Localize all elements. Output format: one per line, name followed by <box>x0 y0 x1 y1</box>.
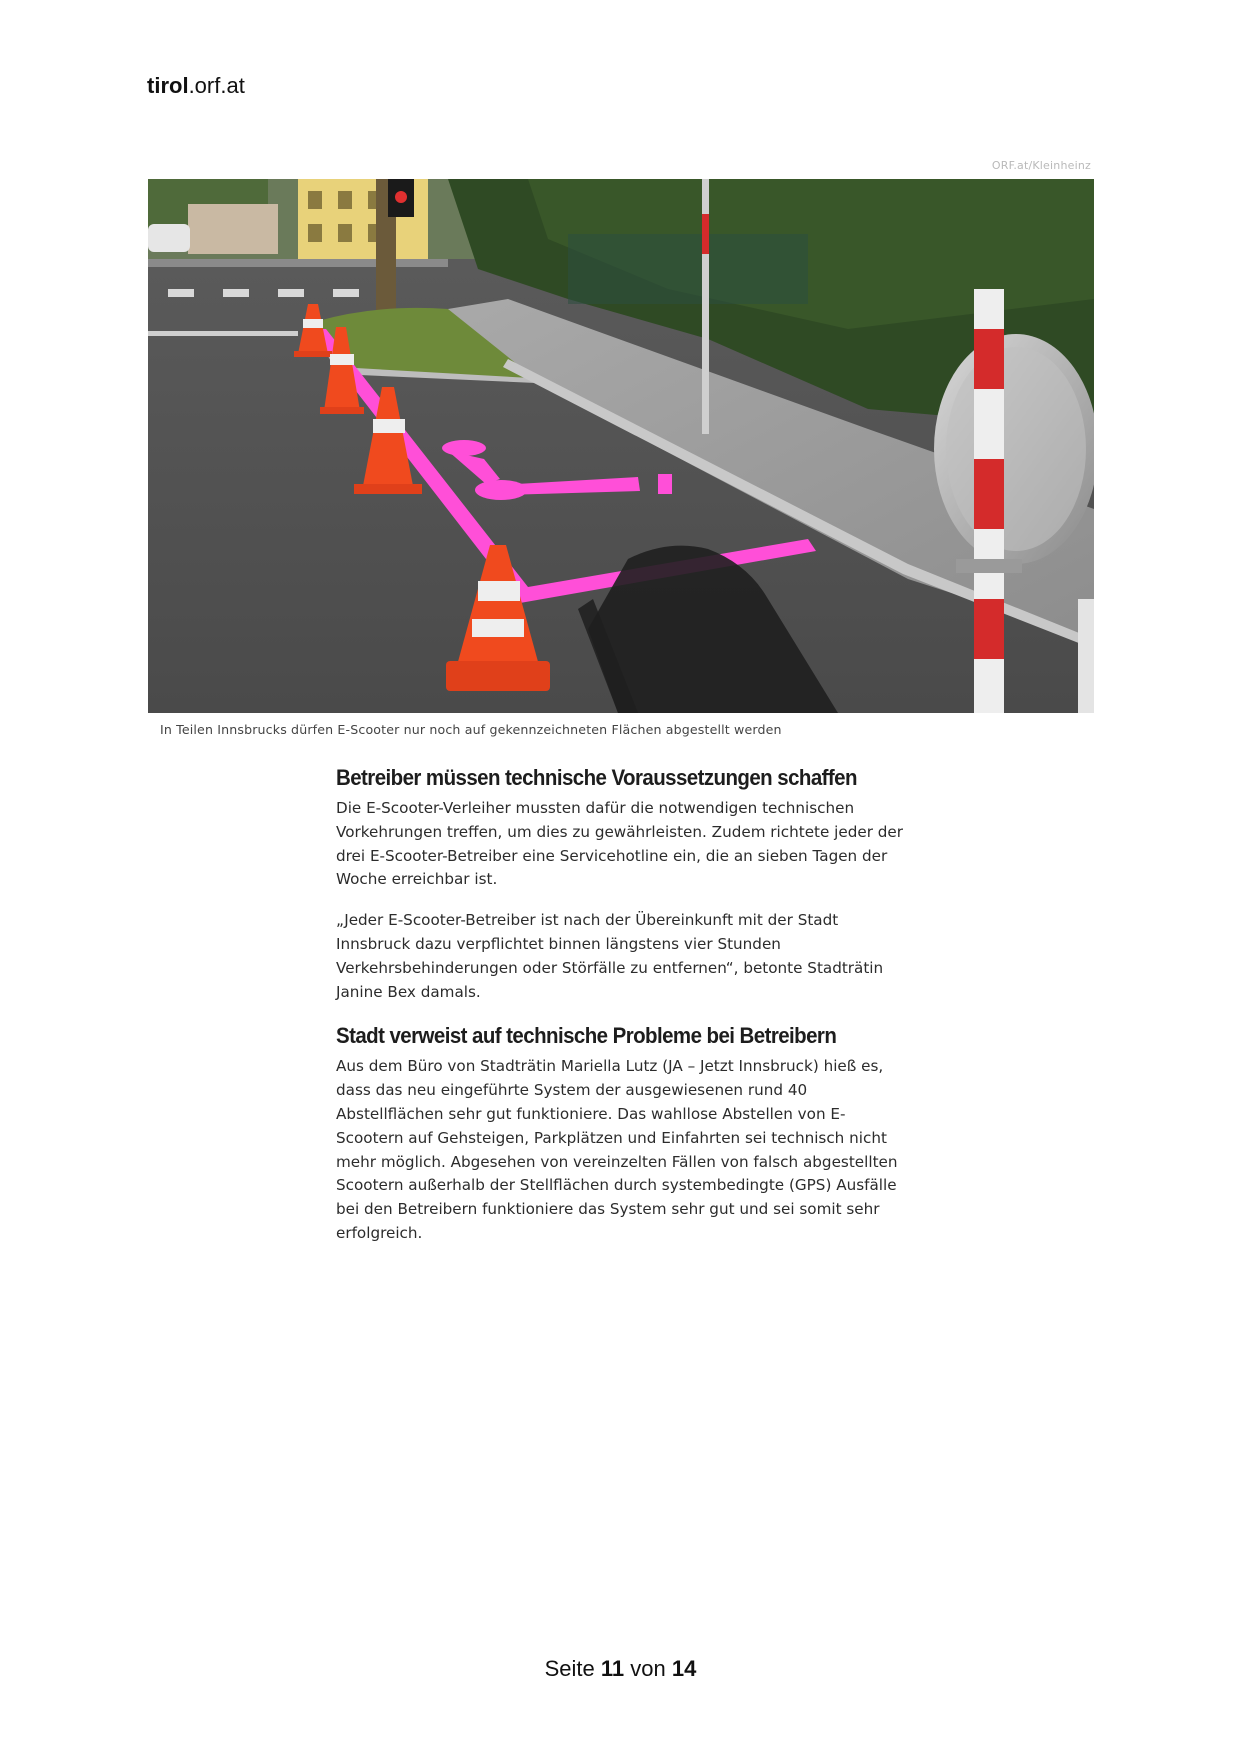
paragraph: „Jeder E-Scooter-Betreiber ist nach der Übereinkunft mit der Stadt Innsbruck dazu verpflichtet binnen längstens vier Stunden Verkehrsbehinderungen oder Störfälle zu entfernen“, betonte Stadträtin Janine Bex damals. <box>336 911 884 1001</box>
site-name-bold: tirol <box>147 73 189 98</box>
site-header <box>147 72 245 100</box>
article-body <box>336 764 906 1263</box>
footer-middle: von <box>630 1656 666 1681</box>
page-footer <box>0 1656 1241 1682</box>
site-name-domain: .orf.at <box>188 73 245 98</box>
paragraph: Aus dem Büro von Stadträtin Mariella Lutz (JA – Jetzt Innsbruck) hieß es, dass das neu eingeführte System der ausgewiesenen rund 40 Abstellflächen sehr gut funktioniere. Das wahllose Abstellen von E-Scootern auf Gehsteigen, Parkplätzen und Einfahrten sei technisch nicht mehr möglich. Abgesehen von vereinzelten Fällen von falsch abgestellten Scootern außerhalb der Stellflächen durch systembedingte (GPS) Ausfälle bei den Betreibern funktioniere das System sehr gut und sei somit sehr erfolgreich. <box>336 1057 898 1242</box>
section-heading-city: Stadt verweist auf technische Probleme bei Betreibern <box>336 1023 837 1049</box>
photo-credit: ORF.at/Kleinheinz <box>991 159 1091 172</box>
footer-page-number: 11 <box>600 1656 625 1681</box>
article-photo <box>148 179 1094 713</box>
section-heading-operators: Betreiber müssen technische Voraussetzungen schaffen <box>336 765 857 790</box>
photo-caption: In Teilen Innsbrucks dürfen E-Scooter nur noch auf gekennzeichneten Flächen abgestellt werden <box>160 722 782 737</box>
footer-prefix: Seite <box>544 1656 595 1681</box>
paragraph: Die E-Scooter-Verleiher mussten dafür die notwendigen technischen Vorkehrungen treffen, um dies zu gewährleisten. Zudem richtete jeder der drei E-Scooter-Betreiber eine Servicehotline ein, die an sieben Tagen der Woche erreichbar ist. <box>336 799 904 889</box>
footer-page-total: 14 <box>671 1656 697 1681</box>
